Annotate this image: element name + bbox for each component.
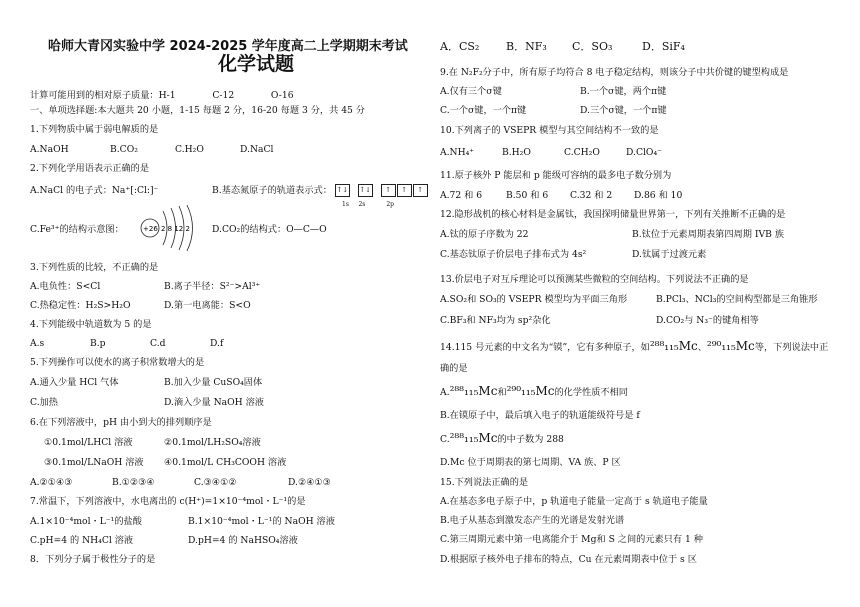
option: D.f: [210, 338, 224, 349]
question-2: 2.下列化学用语表示正确的是: [30, 163, 150, 174]
option: B．NF₃: [506, 40, 547, 53]
question-5: 5.下列操作可以使水的离子积常数增大的是: [30, 357, 205, 368]
option: B.50 和 6: [506, 190, 549, 201]
q7-option-b: B.1×10⁻⁴mol・L⁻¹的 NaOH 溶液: [188, 516, 335, 527]
q8-options: [440, 40, 685, 53]
q9-option-b: B.一个σ键，两个π键: [580, 86, 667, 97]
option: C.CH₂O: [564, 147, 600, 158]
q12-option-c: C.基态钛原子价层电子排布式为 4s²: [440, 249, 587, 260]
q7-option-a: A.1×10⁻⁴mol・L⁻¹的盐酸: [30, 516, 142, 527]
q7-option-d: D.pH=4 的 NaHSO₄溶液: [188, 535, 298, 546]
orbital-label: 1s: [342, 201, 349, 208]
q3-option-c: C.热稳定性：H₂S>H₂O: [30, 300, 131, 311]
question-4: 4.下列能级中轨道数为 5 的是: [30, 319, 152, 330]
q14-option-a-text: 的化学性质不相同: [554, 387, 628, 398]
q5-option-c: C.加热: [30, 397, 58, 408]
question-13: 13.价层电子对互斥理论可以预测某些微粒的空间结构。下列说法不正确的是: [440, 274, 749, 285]
q13-option-a: A.SO₂和 SO₃的 VSEPR 模型均为平面三角形: [440, 294, 628, 305]
q13-option-c: C.BF₃和 NF₃均为 sp²杂化: [440, 315, 551, 326]
q6-item-1: ①0.1mol/LHCl 溶液: [44, 437, 133, 448]
isotope-mc-288: ²⁸⁸₁₁₅Mc: [649, 339, 698, 353]
orbital-box: ↑: [397, 184, 412, 197]
question-14-cont: 确的是: [440, 363, 468, 374]
option: A．CS₂: [440, 40, 480, 53]
option: C.32 和 2: [570, 190, 613, 201]
nucleus-label: +26: [143, 225, 158, 233]
q15-option-a: A.在基态多电子原子中，p 轨道电子能量一定高于 s 轨道电子能量: [440, 496, 708, 507]
option: B.①②③④: [112, 477, 155, 488]
question-12: 12.隐形战机的核心材料是金属钛，我国探明储量世界第一，下列有关推断不正确的是: [440, 209, 786, 220]
orbital-label: 2p: [386, 201, 395, 208]
q13-option-d: D.CO₂与 N₃⁻的键角相等: [656, 315, 759, 326]
q7-option-c: C.pH=4 的 NH₄Cl 溶液: [30, 535, 134, 546]
fe-structure-diagram: [139, 203, 201, 253]
q14-option-c-text: C.: [440, 434, 450, 445]
section-heading: 一、单项选择题:本大题共 20 小题，1-15 每题 2 分，16-20 每题 3 分，共 45 分: [30, 105, 365, 116]
option: B.H₂O: [502, 147, 531, 158]
orbital-box: ↑↓: [335, 184, 350, 197]
option: D.②④①③: [288, 477, 331, 488]
q5-option-d: D.滴入少量 NaOH 溶液: [164, 397, 264, 408]
q4-options: [30, 337, 223, 350]
option: C.H₂O: [175, 144, 204, 155]
exam-subject: 化学试题: [218, 53, 295, 75]
q14-option-c: [440, 432, 564, 446]
q9-option-d: D.三个σ键，一个π键: [580, 105, 667, 116]
exam-header: 哈师大青冈实验中学 2024-2025 学年度高二上学期期末考试: [48, 39, 408, 54]
option: C.③④①②: [194, 477, 237, 488]
question-8: 8．下列分子属于极性分子的是: [30, 554, 156, 565]
shell-electrons: 2 8 12 2: [161, 225, 190, 233]
q15-option-b: B.电子从基态到激发态产生的光谱是发射光谱: [440, 515, 625, 526]
q15-option-c: C.第三周期元素中第一电离能介于 Mg和 S 之间的元素只有 1 种: [440, 534, 703, 545]
option: B.p: [90, 338, 106, 349]
option: C.d: [150, 338, 166, 349]
option: D.86 和 10: [634, 190, 683, 201]
q9-option-c: C.一个σ键，一个π键: [440, 105, 527, 116]
option: D．SiF₄: [642, 40, 685, 53]
orbital-box: ↑↓: [358, 184, 373, 197]
q14-option-a-text: A.: [440, 387, 450, 398]
q2-option-d: D.CO₂的结构式：O—C—O: [212, 224, 327, 235]
orbital-label: 2s: [358, 201, 366, 208]
q14-option-d: D.Mc 位于周期表的第七周期、VA 族、P 区: [440, 457, 621, 468]
option: A.NaOH: [30, 144, 69, 155]
option: D.ClO₄⁻: [626, 147, 662, 158]
question-9: 9.在 N₂F₂分子中，所有原子均符合 8 电子稳定结构，则该分子中共价键的键型构成是: [440, 67, 789, 78]
option: A.②①④③: [30, 477, 73, 488]
option: A.72 和 6: [440, 190, 483, 201]
question-14: [440, 340, 828, 354]
q14-text: 14.115 号元素的中文名为“镆”，它有多种原子，如: [440, 342, 650, 353]
atomic-mass-line: 计算可能用到的相对原子质量：H-1 C-12 O-16: [30, 90, 294, 101]
q5-option-a: A.通入少量 HCl 气体: [30, 377, 119, 388]
option: B.CO₂: [110, 144, 138, 155]
q14-text: 等，下列说法中正: [754, 342, 829, 353]
q13-option-b: B.PCl₃、NCl₃的空间构型都是三角锥形: [656, 294, 818, 305]
q12-option-a: A.钛的原子序数为 22: [440, 229, 529, 240]
q10-options: [440, 146, 662, 159]
question-6: 6.在下列溶液中，pH 由小到大的排列顺序是: [30, 417, 212, 428]
option: A.s: [30, 338, 45, 349]
q5-option-b: B.加入少量 CuSO₄固体: [164, 377, 263, 388]
q3-option-b: B.离子半径：S²⁻>Al³⁺: [164, 281, 261, 292]
q1-options: [30, 143, 273, 156]
q3-option-a: A.电负性：S<Cl: [30, 281, 101, 292]
question-11: 11.原子核外 P 能层和 p 能级可容纳的最多电子数分别为: [440, 170, 672, 181]
question-10: 10.下列离子的 VSEPR 模型与其空间结构不一致的是: [440, 125, 659, 136]
q6-item-2: ②0.1mol/LH₂SO₄溶液: [164, 437, 261, 448]
q14-option-c-text: 的中子数为 288: [497, 434, 564, 445]
q14-option-a: [440, 385, 628, 399]
question-1: 1.下列物质中属于弱电解质的是: [30, 124, 159, 135]
q14-option-a-text: 和: [497, 387, 507, 398]
isotope-mc-288: ²⁸⁸₁₁₅Mc: [449, 431, 498, 445]
q2-option-b-text: B.基态氮原子的轨道表示式：: [212, 185, 332, 196]
isotope-mc-288: ²⁸⁸₁₁₅Mc: [449, 384, 498, 398]
question-7: 7.常温下，下列溶液中，水电离出的 c(H⁺)=1×10⁻⁴mol・L⁻¹的是: [30, 496, 306, 507]
option: A.NH₄⁺: [440, 147, 475, 158]
q9-option-a: A.仅有三个σ键: [440, 86, 502, 97]
q2-option-b: [212, 184, 429, 197]
question-3: 3.下列性质的比较，不正确的是: [30, 262, 159, 273]
q15-option-d: D.根据原子核外电子排布的特点，Cu 在元素周期表中位于 s 区: [440, 554, 697, 565]
q6-item-3: ③0.1mol/LNaOH 溶液: [44, 457, 144, 468]
q6-item-4: ④0.1mol/L CH₃COOH 溶液: [164, 457, 287, 468]
option: C．SO₃: [572, 40, 613, 53]
q2-option-a: A.NaCl 的电子式：Na⁺[:Cl:]⁻: [30, 185, 159, 196]
q3-option-d: D.第一电离能：S<O: [164, 300, 251, 311]
q14-text: 、: [697, 342, 707, 353]
isotope-mc-290: ²⁹⁰₁₁₅Mc: [506, 384, 555, 398]
q14-option-b: B.在镆原子中，最后填入电子的轨道能级符号是 f: [440, 410, 640, 421]
q12-option-b: B.钛位于元素周期表第四周期 IVB 族: [632, 229, 784, 240]
orbital-box: ↑: [381, 184, 396, 197]
q11-options: [440, 189, 682, 202]
orbital-box: ↑: [413, 184, 428, 197]
q2-option-c: C.Fe³⁺的结构示意图：: [30, 224, 124, 235]
orbital-labels: [342, 198, 394, 211]
isotope-mc-290: ²⁹⁰₁₁₅Mc: [706, 339, 755, 353]
option: D.NaCl: [240, 144, 274, 155]
q6-options: [30, 476, 331, 489]
question-15: 15.下列说法正确的是: [440, 477, 529, 488]
q12-option-d: D.钛属于过渡元素: [632, 249, 707, 260]
